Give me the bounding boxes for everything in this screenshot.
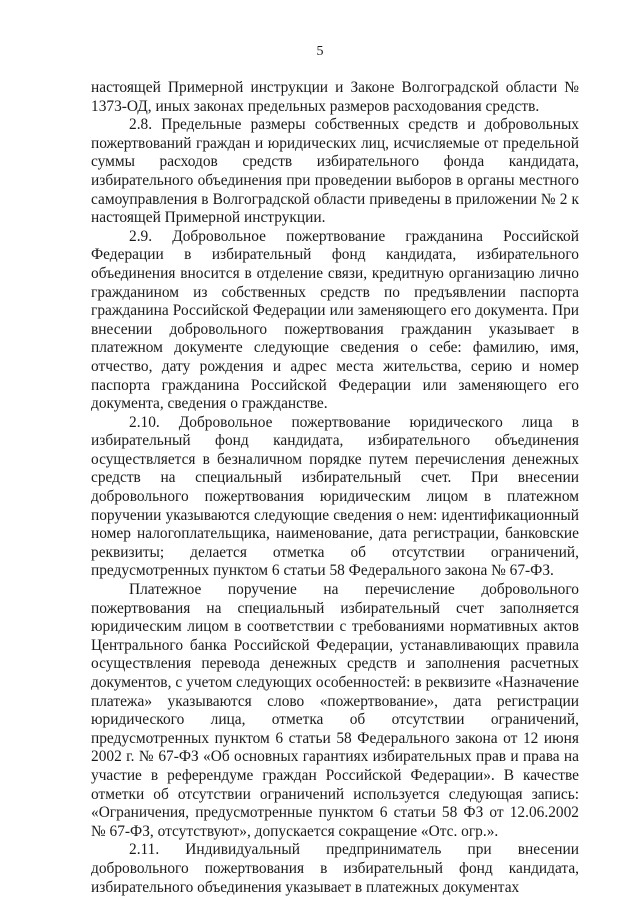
paragraph-2-10: 2.10. Добровольное пожертвование юридического лица в избирательный фонд кандидата, избирательного объединения осуществляется в безналичном порядке путем перечисления денежных средств на специальный избирательный счет. При внесении добровольного пожертвования юридическим лицом в платежном поручении указываются следующие сведения о нем: идентификационный номер налогоплательщика, наименование, дата регистрации, банковские реквизиты; делается отметка об отсутствии ограничений, предусмотренных пунктом 6 статьи 58 Федерального закона № 67-ФЗ. [91,413,579,580]
paragraph-2-8: 2.8. Предельные размеры собственных средств и добровольных пожертвований граждан и юридических лиц, исчисляемые от предельной суммы расходов средств избирательного фонда кандидата, избирательного объединения при проведении выборов в органы местного самоуправления в Волгоградской области приведены в приложении № 2 к настоящей Примерной инструкции. [91,116,579,227]
page-number: 5 [316,44,324,59]
document-body [91,79,579,897]
paragraph-continuation: настоящей Примерной инструкции и Законе Волгоградской области № 1373-ОД, иных законах предельных размеров расходования средств. [91,79,579,115]
paragraph-2-11: 2.11. Индивидуальный предприниматель при внесении добровольного пожертвования в избирательный фонд кандидата, избирательного объединения указывает в платежных документах [91,841,579,896]
paragraph-payment-order: Платежное поручение на перечисление добровольного пожертвования на специальный избирательный счет заполняется юридическим лицом в соответствии с требованиями нормативных актов Центрального банка Российской Федерации, устанавливающих правила осуществления перевода денежных средств и заполнения расчетных документов, с учетом следующих особенностей: в реквизите «Назначение платежа» указываются слово «пожертвование», дата регистрации юридического лица, отметка об отсутствии ограничений, предусмотренных пунктом 6 статьи 58 Федерального закона от 12 июня 2002 г. № 67-ФЗ «Об основных гарантиях избирательных прав и права на участие в референдуме граждан Российской Федерации». В качестве отметки об отсутствии ограничений используется следующая запись: «Ограничения, предусмотренные пунктом 6 статьи 58 ФЗ от 12.06.2002 № 67-ФЗ, отсутствуют», допускается сокращение «Отс. огр.». [91,581,579,840]
paragraph-2-9: 2.9. Добровольное пожертвование гражданина Российской Федерации в избирательный фонд кандидата, избирательного объединения вносится в отделение связи, кредитную организацию лично гражданином из собственных средств по предъявлении паспорта гражданина Российской Федерации или заменяющего его документа. При внесении добровольного пожертвования гражданин указывает в платежном документе следующие сведения о себе: фамилию, имя, отчество, дату рождения и адрес места жительства, серию и номер паспорта гражданина Российской Федерации или заменяющего его документа, сведения о гражданстве. [91,227,579,413]
